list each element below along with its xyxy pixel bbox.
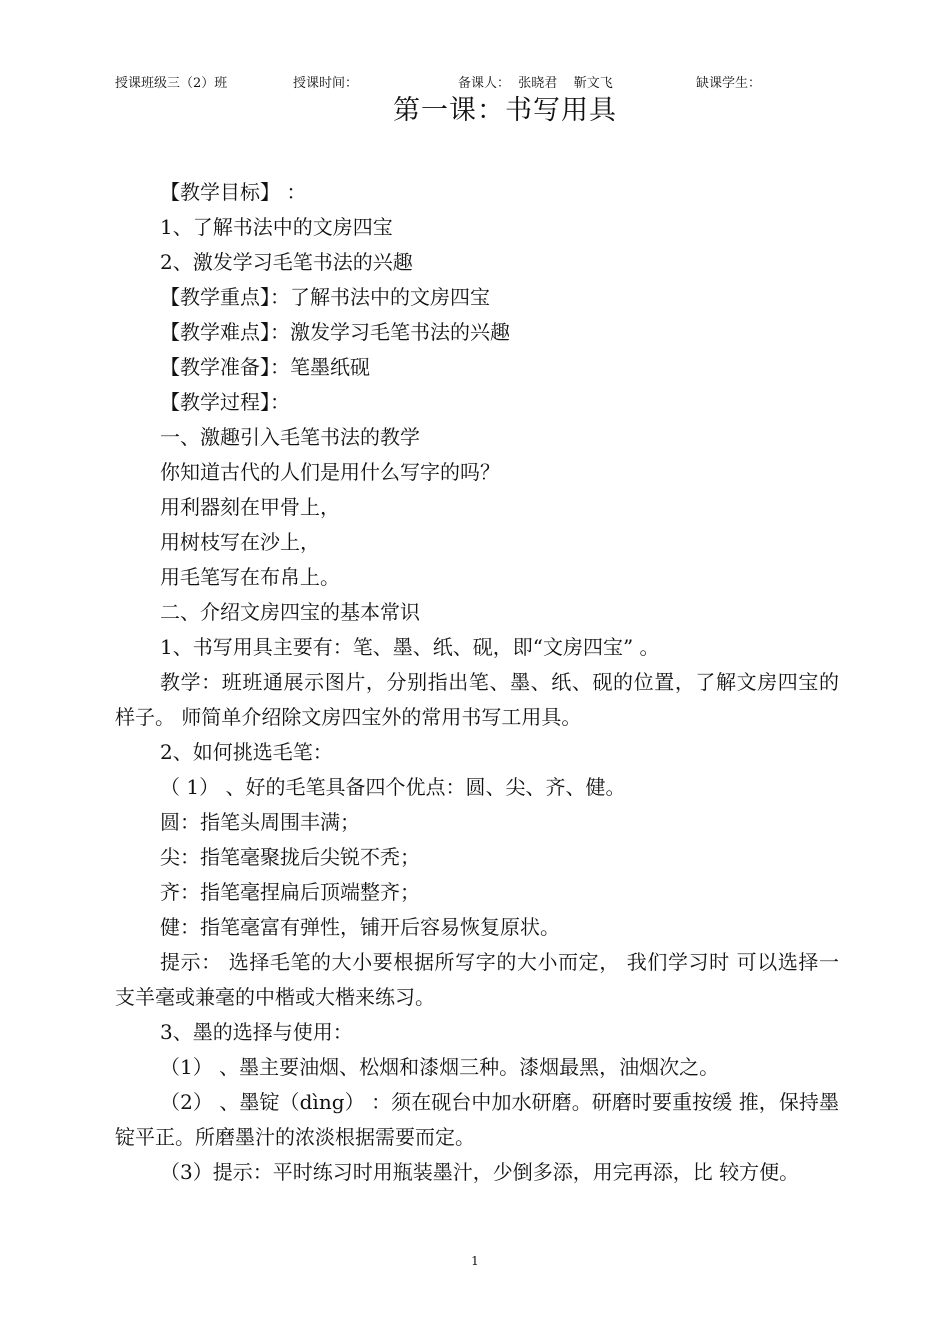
process-heading: 【教学过程】： [160, 390, 290, 414]
tools-line: 1、书写用具主要有：笔、墨、纸、砚，即“文房四宝” 。 [160, 635, 660, 659]
absent-info: 缺课学生： [696, 76, 762, 91]
brush-sharp: 尖：指笔毫聚拢后尖锐不秃； [160, 845, 420, 869]
page-title: 第一课：书写用具 [393, 95, 617, 126]
brush-even: 齐：指笔毫捏扁后顶端整齐； [160, 880, 420, 904]
objective-2: 2、激发学习毛笔书法的兴趣 [160, 250, 413, 274]
question-line: 你知道古代的人们是用什么写字的吗？ [160, 460, 500, 484]
teaching-paragraph: 教学：班班通展示图片，分别指出笔、墨、纸、砚的位置，了解文房四宝的样子。 师简单介绍除文房四宝外的常用书写工用具。 [115, 670, 839, 729]
objective-1: 1、了解书法中的文房四宝 [160, 215, 393, 239]
section-1-heading: 一、激趣引入毛笔书法的教学 [160, 425, 420, 449]
ink-stick-paragraph: （2） 、墨锭（dìng） ：须在砚台中加水研磨。研磨时要重按缓 推，保持墨锭平正。所磨墨汁的浓淡根据需要而定。 [115, 1090, 839, 1149]
brush-strong: 健：指笔毫富有弹性，铺开后容易恢复原状。 [160, 915, 560, 939]
brush-heading: 2、如何挑选毛笔： [160, 740, 333, 764]
section-2-heading: 二、介绍文房四宝的基本常识 [160, 600, 420, 624]
preparation: 【教学准备】：笔墨纸砚 [160, 355, 370, 379]
time-info: 授课时间： [293, 76, 359, 91]
page-number: 1 [471, 1254, 479, 1268]
brush-round: 圆：指笔头周围丰满； [160, 810, 360, 834]
ink-heading: 3、墨的选择与使用： [160, 1020, 353, 1044]
text-line: 用利器刻在甲骨上， [160, 495, 340, 519]
brush-virtues: （ 1） 、好的毛笔具备四个优点：圆、尖、齐、健。 [160, 775, 626, 799]
objective-heading: 【教学目标】 ： [160, 180, 307, 204]
brush-tip-paragraph: 提示： 选择毛笔的大小要根据所写字的大小而定， 我们学习时 可以选择一支羊毫或兼毫的中楷或大楷来练习。 [115, 950, 839, 1009]
class-info: 授课班级三（2）班 [115, 76, 228, 91]
ink-types: （1） 、墨主要油烟、松烟和漆烟三种。漆烟最黑，油烟次之。 [160, 1055, 720, 1079]
ink-tip-paragraph: （3）提示：平时练习时用瓶装墨汁，少倒多添，用完再添，比 较方便。 [160, 1160, 800, 1184]
text-line: 用树枝写在沙上， [160, 530, 320, 554]
preparer-info: 备课人： 张晓君 靳文飞 [458, 76, 613, 91]
text-line: 用毛笔写在布帛上。 [160, 565, 340, 589]
difficult-point: 【教学难点】：激发学习毛笔书法的兴趣 [160, 320, 510, 344]
lesson-body [115, 175, 839, 1190]
key-point: 【教学重点】：了解书法中的文房四宝 [160, 285, 490, 309]
